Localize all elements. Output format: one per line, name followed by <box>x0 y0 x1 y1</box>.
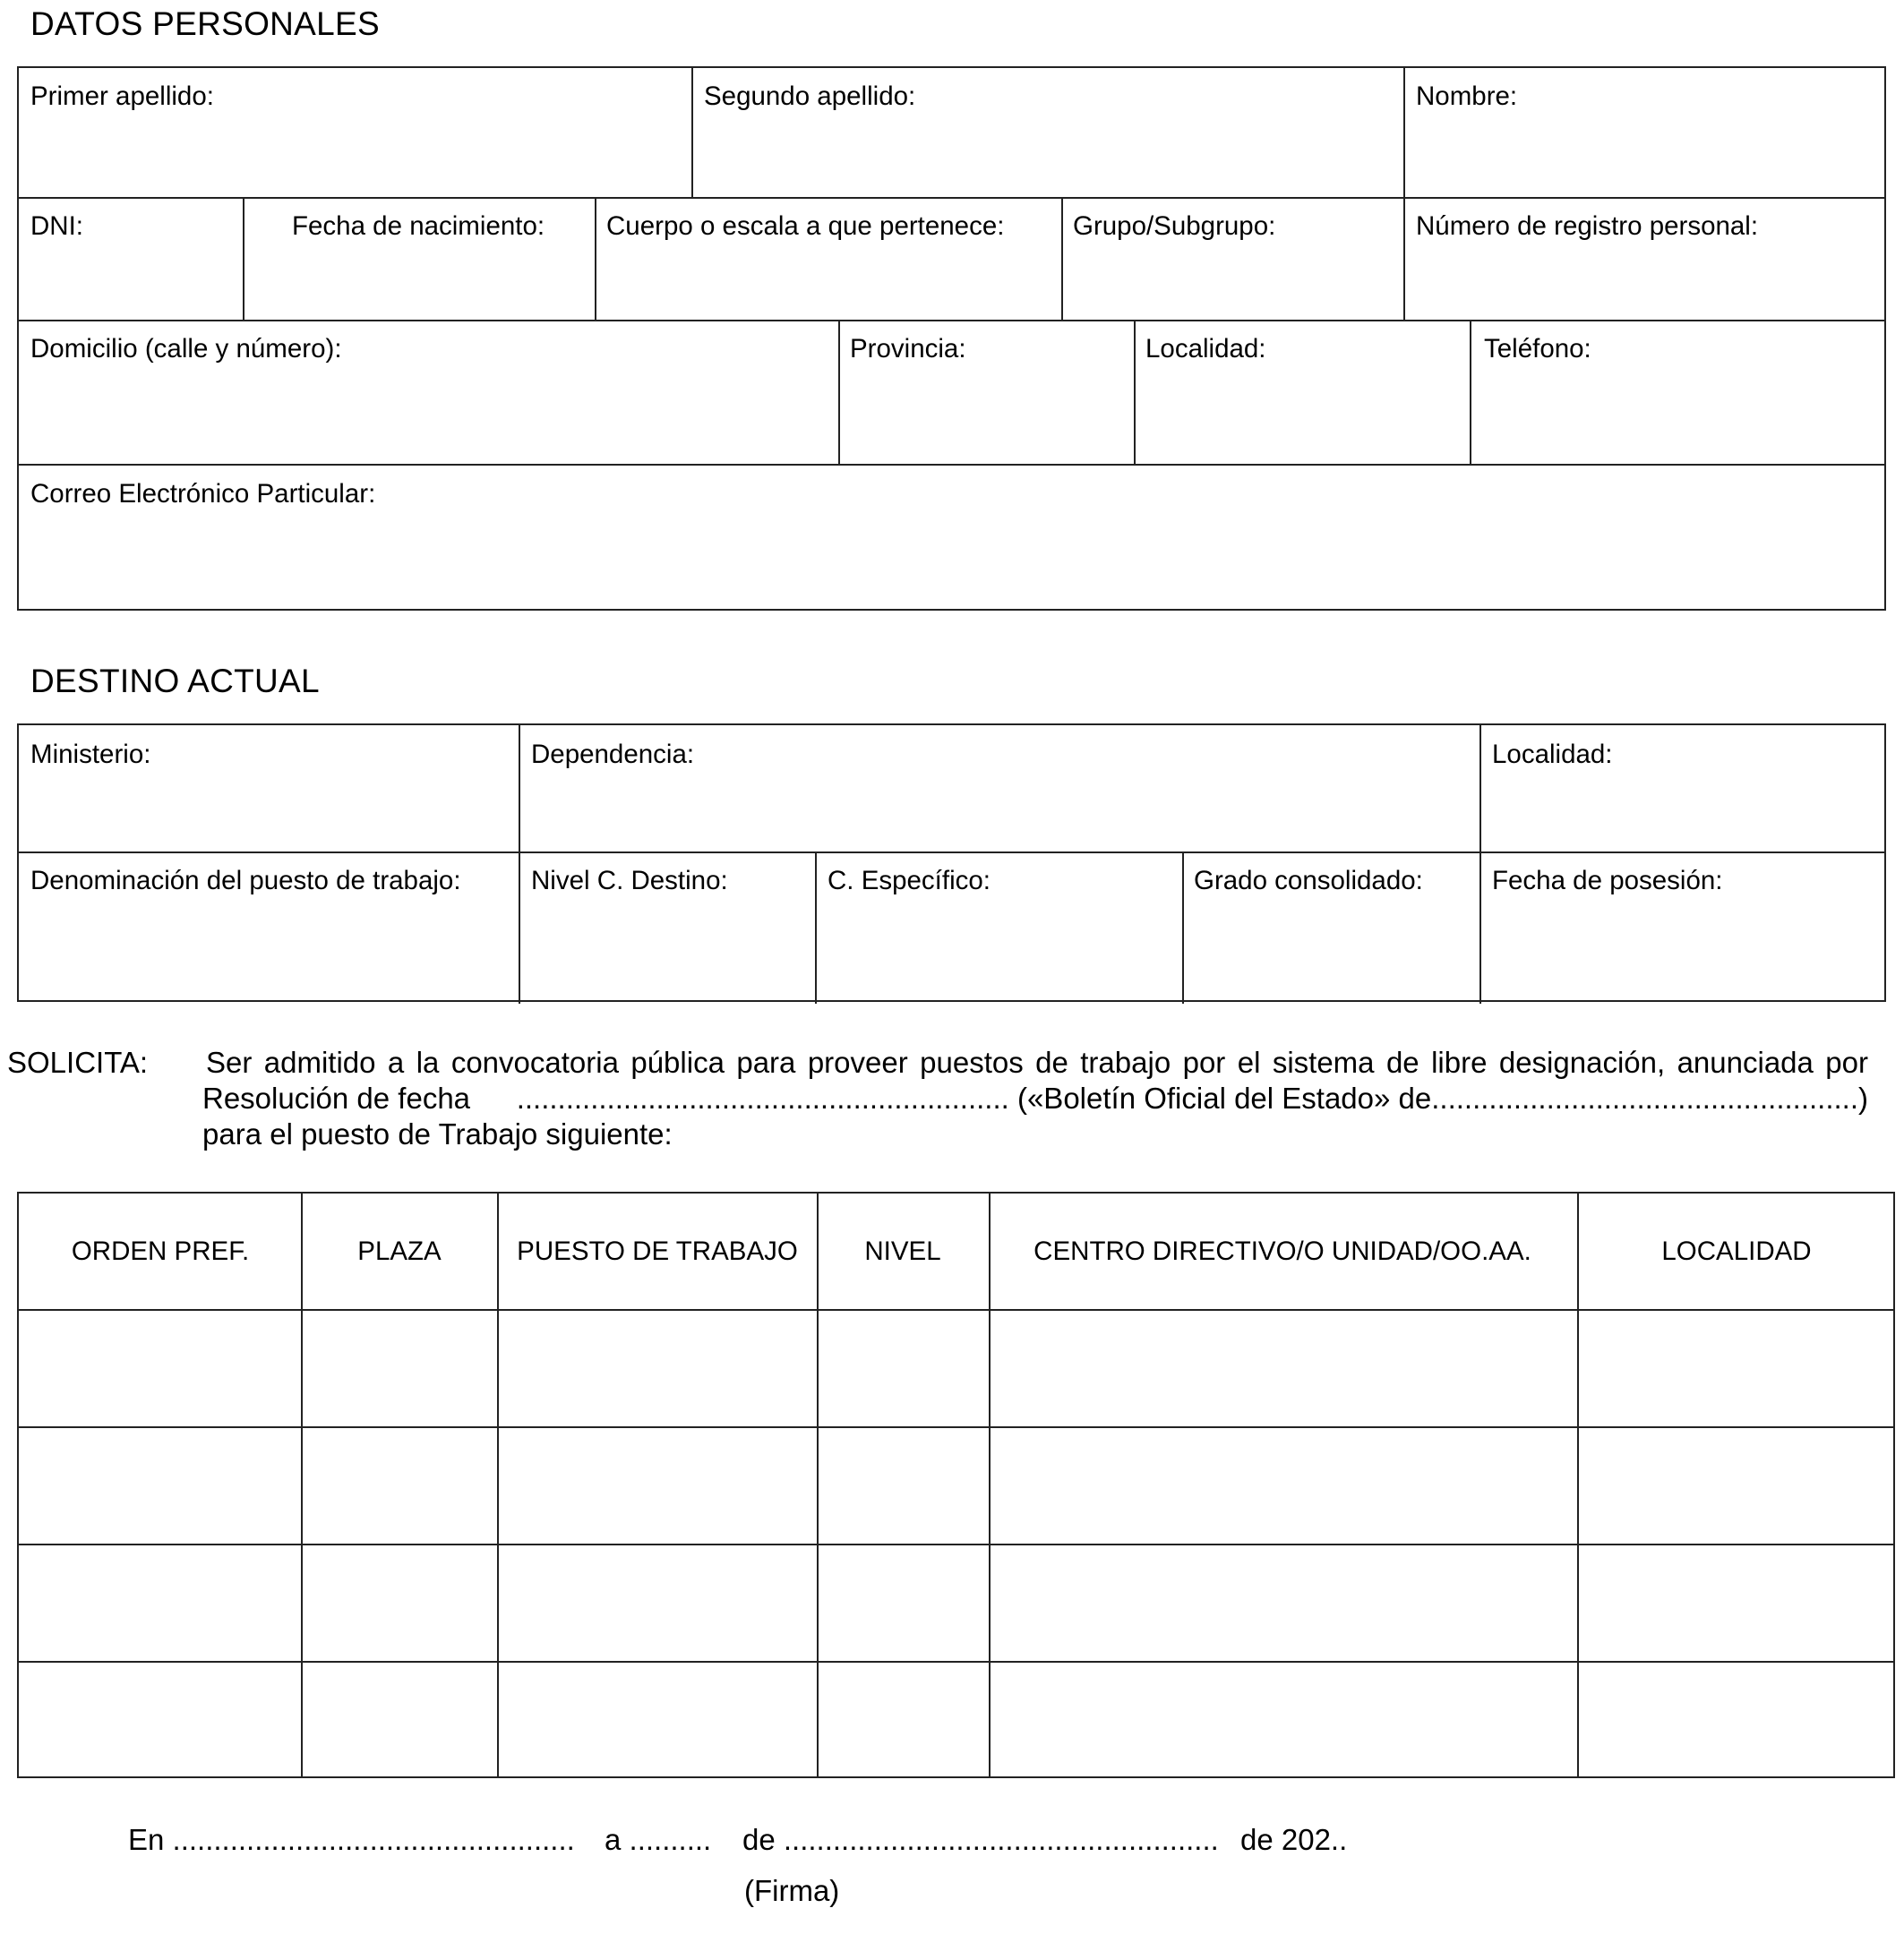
table-col-divider <box>989 1194 991 1776</box>
field-cuerpo-escala[interactable]: Cuerpo o escala a que pertenece: <box>606 211 1005 241</box>
divider <box>19 320 1884 321</box>
divider <box>243 197 244 320</box>
table-header-puesto-trabajo: PUESTO DE TRABAJO <box>517 1236 798 1266</box>
divider <box>519 851 520 1004</box>
table-row-divider <box>19 1544 1893 1545</box>
field-correo-electronico[interactable]: Correo Electrónico Particular: <box>30 479 376 509</box>
solicita-resolucion-label: Resolución de fecha <box>202 1082 471 1115</box>
table-row-divider <box>19 1309 1893 1311</box>
destino-data-grid <box>17 723 1886 1002</box>
solicita-resolucion-fields[interactable]: ............................................................ («Boletín Oficial del Estado» de....................................................) <box>516 1082 1868 1115</box>
field-primer-apellido[interactable]: Primer apellido: <box>30 81 214 111</box>
field-denominacion-puesto[interactable]: Denominación del puesto de trabajo: <box>30 866 461 895</box>
divider <box>19 464 1884 466</box>
field-numero-registro[interactable]: Número de registro personal: <box>1416 211 1759 241</box>
divider <box>595 197 596 320</box>
divider <box>1403 197 1405 320</box>
table-header-orden-pref: ORDEN PREF. <box>71 1236 250 1266</box>
table-header-centro-directivo: CENTRO DIRECTIVO/O UNIDAD/OO.AA. <box>1033 1236 1531 1266</box>
field-localidad[interactable]: Localidad: <box>1145 334 1266 364</box>
divider <box>519 725 520 851</box>
table-row-divider <box>19 1661 1893 1663</box>
footer-month-field[interactable]: de ..................................................... <box>742 1823 1219 1856</box>
table-header-plaza: PLAZA <box>357 1236 442 1266</box>
section-title-destino-actual: DESTINO ACTUAL <box>30 663 320 699</box>
field-localidad-destino[interactable]: Localidad: <box>1492 740 1613 769</box>
divider <box>19 197 1884 199</box>
field-dni[interactable]: DNI: <box>30 211 83 241</box>
field-provincia[interactable]: Provincia: <box>850 334 966 364</box>
section-title-datos-personales: DATOS PERSONALES <box>30 5 380 42</box>
divider <box>691 68 693 197</box>
table-col-divider <box>301 1194 303 1776</box>
divider <box>1182 851 1184 1004</box>
solicita-line-3: para el puesto de Trabajo siguiente: <box>202 1117 673 1151</box>
field-fecha-posesion[interactable]: Fecha de posesión: <box>1492 866 1723 895</box>
table-row-divider <box>19 1426 1893 1428</box>
divider <box>838 320 840 464</box>
puestos-table <box>17 1192 1895 1778</box>
divider <box>1061 197 1063 320</box>
table-col-divider <box>497 1194 499 1776</box>
field-fecha-nacimiento[interactable]: Fecha de nacimiento: <box>292 211 545 241</box>
table-col-divider <box>1577 1194 1579 1776</box>
personal-data-grid <box>17 66 1886 611</box>
field-domicilio[interactable]: Domicilio (calle y número): <box>30 334 342 364</box>
field-ministerio[interactable]: Ministerio: <box>30 740 151 769</box>
divider <box>1470 320 1471 464</box>
field-nivel-destino[interactable]: Nivel C. Destino: <box>531 866 728 895</box>
footer-place-field[interactable]: En ................................................. <box>128 1823 575 1856</box>
footer-day-field[interactable]: a .......... <box>605 1823 712 1856</box>
divider <box>1403 68 1405 197</box>
field-nombre[interactable]: Nombre: <box>1416 81 1518 111</box>
divider <box>1134 320 1136 464</box>
divider <box>815 851 817 1004</box>
field-grupo-subgrupo[interactable]: Grupo/Subgrupo: <box>1073 211 1276 241</box>
divider <box>1479 851 1481 1004</box>
field-dependencia[interactable]: Dependencia: <box>531 740 695 769</box>
solicita-line-1: Ser admitido a la convocatoria pública para proveer puestos de trabajo por el sistema de libre designación, anunciada por <box>206 1046 1868 1079</box>
signature-label: (Firma) <box>744 1874 840 1907</box>
divider <box>19 851 1884 853</box>
table-header-localidad: LOCALIDAD <box>1661 1236 1812 1266</box>
table-col-divider <box>817 1194 819 1776</box>
footer-year-field[interactable]: de 202.. <box>1240 1823 1348 1856</box>
field-segundo-apellido[interactable]: Segundo apellido: <box>704 81 916 111</box>
divider <box>1479 725 1481 851</box>
field-grado-consolidado[interactable]: Grado consolidado: <box>1194 866 1423 895</box>
field-complemento-especifico[interactable]: C. Específico: <box>828 866 991 895</box>
table-header-nivel: NIVEL <box>864 1236 941 1266</box>
field-telefono[interactable]: Teléfono: <box>1484 334 1591 364</box>
solicita-label: SOLICITA: <box>7 1046 149 1079</box>
